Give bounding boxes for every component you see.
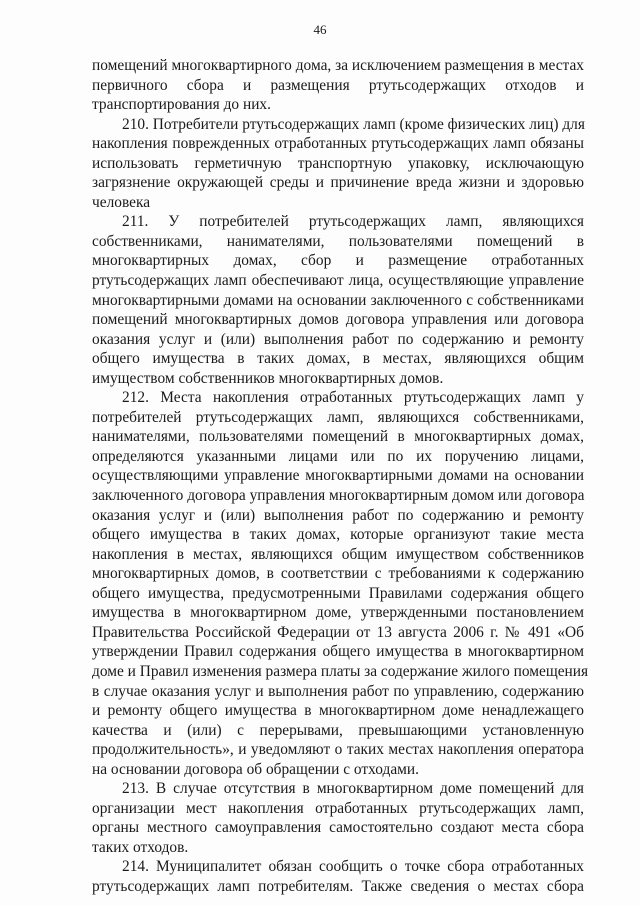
text-line: на основании договора об обращении с отходами.: [92, 760, 419, 778]
document-body: [92, 56, 589, 897]
paragraph-210: [92, 115, 584, 213]
text-line: использовать герметичную транспортную упаковку, исключающую: [92, 154, 584, 172]
text-line: помещений многоквартирных домов договора управления или договора: [92, 311, 584, 329]
text-line: продолжительность», и уведомляют о таких местах накопления оператора: [92, 741, 584, 759]
text-line: помещений многоквартирного дома, за исключением размещения в местах: [92, 57, 584, 74]
text-line: имущества в многоквартирном доме, утвержденными постановлением: [92, 604, 584, 622]
page-number: 46: [313, 22, 327, 37]
text-line: многоквартирных домах, сбор и размещение отработанных: [92, 252, 584, 270]
text-line: потребителей ртутьсодержащих ламп, являющихся собственниками,: [92, 408, 584, 426]
text-line: органы местного самоуправления самостоятельно создают места сбора: [92, 819, 584, 837]
text-line: загрязнение окружающей среды и причинение вреда жизни и здоровью: [92, 174, 584, 192]
text-line: в случае оказания услуг и выполнения работ по управлению, содержанию: [92, 682, 584, 700]
text-line: оказания услуг и (или) выполнения работ по содержанию и ремонту: [92, 506, 584, 524]
paragraph-211: [92, 212, 584, 388]
text-line: накопления в местах, являющихся общим имуществом собственников: [92, 545, 584, 563]
text-line: 214. Муниципалитет обязан сообщить о точке сбора отработанных: [122, 858, 584, 876]
text-line: осуществляющими управление многоквартирными домами на основании: [92, 467, 584, 485]
text-line: 210. Потребители ртутьсодержащих ламп (кроме физических лиц) для: [122, 115, 585, 133]
text-line: доме и Правил изменения размера платы за содержание жилого помещения: [92, 662, 589, 680]
text-line: общего имущества, предусмотренными Правилами содержания общего: [92, 584, 584, 602]
text-line: нанимателями, пользователями помещений в многоквартирных домах,: [92, 428, 584, 446]
text-line: многоквартирными домами на основании заключенного с собственниками: [92, 291, 584, 309]
text-line: человека: [92, 193, 151, 211]
text-line: транспортирования до них.: [92, 96, 271, 114]
text-line: определяются указанными лицами или по их поручению лицами,: [92, 447, 584, 465]
text-line: качества и (или) с перерывами, превышающими установленную: [92, 721, 584, 739]
text-line: оказания услуг и (или) выполнения работ по содержанию и ремонту: [92, 330, 584, 348]
text-line: общего имущества в таких домах, в местах, являющихся общим: [92, 350, 584, 368]
text-line: 211. У потребителей ртутьсодержащих ламп, являющихся: [122, 213, 584, 231]
paragraph-continuation: [92, 56, 584, 115]
paragraph-214: [92, 857, 584, 896]
text-line: заключенного договора управления многоквартирным домом или договора: [92, 487, 585, 505]
text-line: утверждении Правил содержания общего имущества в многоквартирном: [92, 643, 584, 661]
text-line: многоквартирных домов, в соответствии с требованиями к содержанию: [92, 565, 584, 583]
text-line: организации мест накопления отработанных ртутьсодержащих ламп,: [92, 799, 584, 817]
text-line: имуществом собственников многоквартирных домов.: [92, 369, 444, 387]
text-line: накопления поврежденных отработанных ртутьсодержащих ламп обязаны: [92, 135, 584, 153]
text-line: Правительства Российской Федерации от 13 августа 2006 г. № 491 «Об: [92, 623, 584, 641]
text-line: собственниками, нанимателями, пользователями помещений в: [92, 232, 584, 250]
text-line: таких отходов.: [92, 838, 189, 856]
text-line: ртутьсодержащих ламп обеспечивают лица, осуществляющие управление: [92, 272, 584, 290]
text-line: первичного сбора и размещения ртутьсодержащих отходов и: [92, 76, 584, 94]
text-line: ртутьсодержащих ламп потребителям. Также сведения о местах сбора: [92, 877, 584, 895]
text-line: общего имущества в таких домах, которые организуют такие места: [92, 526, 584, 544]
paragraph-213: [92, 779, 584, 857]
text-line: 213. В случае отсутствия в многоквартирном доме помещений для: [122, 780, 584, 798]
paragraph-212: [92, 388, 589, 779]
text-line: и ремонту общего имущества в многоквартирном доме ненадлежащего: [92, 702, 584, 720]
text-line: 212. Места накопления отработанных ртутьсодержащих ламп у: [122, 389, 584, 407]
